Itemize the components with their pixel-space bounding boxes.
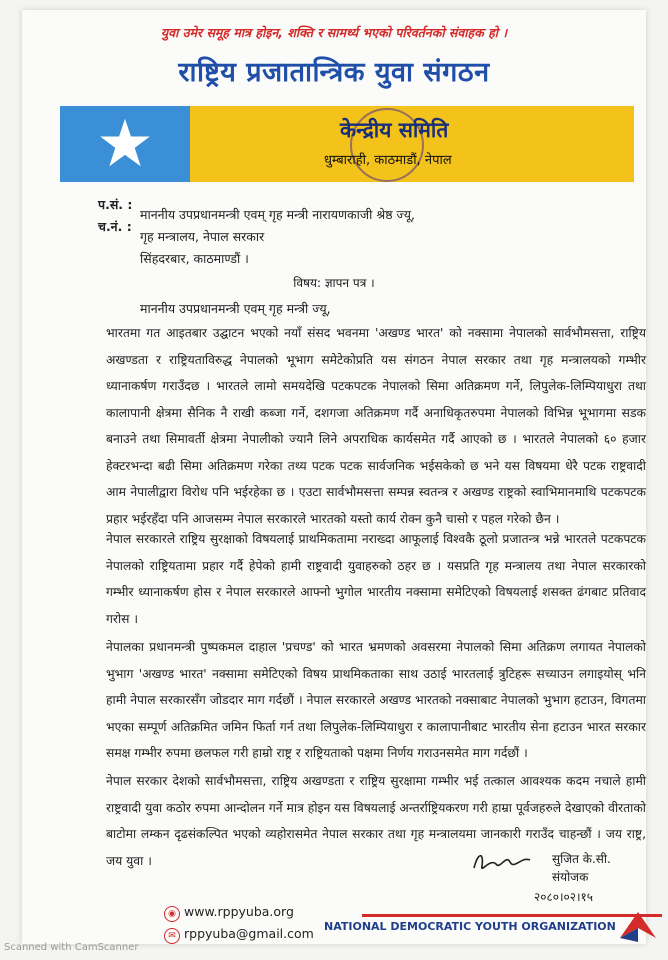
signature — [470, 848, 540, 876]
signer-title: संयोजक — [552, 870, 589, 884]
paragraph-2: नेपाल सरकारले राष्ट्रिय सुरक्षाको विषयलाई प्राथमिकतामा नराख्दा आफूलाई विश्वकै ठूलो प्रजातन्त्र भन्ने भारतले पटकपटक नेपालको राष्ट्रियतामा प्रहार गर्दै हेपेको हामी राष्ट्रवादी युवाहरुको ठहर छ । यसप्रति गृह मन्त्रालय तथा नेपाल सरकारको गम्भीर ध्यानाकर्षण होस र नेपाल सरकारले आफ्नो भुगोल भारतीय नक्सामा समेटिएको विषयलाई शसक्त ढंगबाट प्रतिवाद गरोस । — [106, 532, 646, 626]
banner-blue — [60, 106, 190, 182]
committee-title: केन्द्रीय समिति — [340, 118, 449, 142]
footer-email[interactable]: rppyuba@gmail.com — [184, 926, 314, 941]
signer-date: २०८०।०२।१५ — [534, 890, 594, 904]
subject: विषय: ज्ञापन पत्र । — [293, 276, 375, 290]
ref-ps: प.सं. : — [98, 197, 133, 212]
recipient-line1: माननीय उपप्रधानमन्त्री एवम् गृह मन्त्री नारायणकाजी श्रेष्ठ ज्यू, — [140, 207, 415, 222]
paragraph-4: नेपाल सरकार देशको सार्वभौमसत्ता, राष्ट्रिय अखण्डता र राष्ट्रिय सुरक्षामा गम्भीर भई तत्काल आवश्यक कदम नचाले हामी राष्ट्रवादी युवा कठोर रुपमा आन्दोलन गर्ने मात्र होइन यस विषयलाई अन्तर्राष्ट्रियकरण गरी हाम्रा पूर्वजहरुले देखाएको वीरताको बाटोमा लम्कन दृढसंकल्पित भएको व्यहोरासमेत नेपाल सरकार तथा गृह मन्त्रालयमा जानकारी गराउँद चाहन्छौं । जय राष्ट्र, जय युवा । — [106, 774, 646, 868]
footer-org-name: NATIONAL DEMOCRATIC YOUTH ORGANIZATION — [324, 920, 616, 933]
recipient-line2: गृह मन्त्रालय, नेपाल सरकार — [140, 229, 265, 244]
org-name: राष्ट्रिय प्रजातान्त्रिक युवा संगठन — [178, 57, 490, 88]
web-icon: ◉ — [164, 906, 180, 922]
recipient-line3: सिंहदरबार, काठमाण्डौं । — [140, 251, 249, 266]
paragraph-1: भारतमा गत आइतबार उद्घाटन भएको नयाँ संसद भवनमा 'अखण्ड भारत' को नक्सामा नेपालको सार्वभौमसत्ता, राष्ट्रिय अखण्डता र राष्ट्रियताविरुद्ध नेपालको भूभाग समेटेकोप्रति यस संगठन नेपाल सरकार तथा गृह मन्त्रालयको गम्भीर ध्यानाकर्षण गराउँदछ । भारतले लामो समयदेखि पटकपटक नेपालको सिमा अतिक्रमण गर्ने, लिपुलेक-लिम्पियाधुरा तथा कालापानी क्षेत्रमा सैनिक नै राखी कब्जा गर्ने, दशगजा अतिक्रमण गर्दै अनाधिकृतरुपमा नेपालको विभिन्न भूभागमा सडक बनाउने तथा सिमावर्ती क्षेत्रमा नेपालीको ज्यानै लिने अपराधिक कार्यसमेत गर्दै आएको छ । भारतले नेपालको ६० हजार हेक्टरभन्दा बढी सिमा अतिक्रमण गरेका तथ्य पटक पटक सार्वजनिक भईसकेको छ भने यस विषयमा धेरै पटक राष्ट्रवादी आम नेपालीद्वारा विरोध पनि भईरहेका छ । एउटा सार्वभौमसत्ता सम्पन्न स्वतन्त्र र अखण्ड राष्ट्रको स्वाभिमानमाथि पटकपटक प्रहार भईरहँदा पनि आजसम्म नेपाल सरकारले भारतको यस्तो कार्य रोक्न कुनै चासो र पहल गरेको छैन । — [106, 326, 646, 526]
banner-yellow — [190, 106, 634, 182]
mail-icon: ✉ — [164, 928, 180, 944]
committee-address: धुम्बाराही, काठमाडौं, नेपाल — [324, 153, 452, 168]
tagline: युवा उमेर समूह मात्र होइन, शक्ति र सामर्थ्य भएको परिवर्तनको संवाहक हो । — [160, 25, 508, 40]
scanner-watermark: Scanned with CamScanner — [4, 942, 139, 953]
star-icon — [98, 116, 152, 170]
footer-website[interactable]: www.rppyuba.org — [184, 904, 294, 919]
banner — [60, 106, 634, 182]
letterhead-page — [22, 10, 646, 944]
salutation: माननीय उपप्रधानमन्त्री एवम् गृह मन्त्री ज्यू, — [140, 301, 331, 316]
party-logo-icon — [614, 906, 662, 946]
signer-name: सुजित के.सी. — [552, 852, 611, 866]
ref-cn: च.नं. : — [98, 219, 132, 234]
paragraph-3: नेपालका प्रधानमन्त्री पुष्पकमल दाहाल 'प्रचण्ड' को भारत भ्रमणको अवसरमा नेपालको सिमा अतिक्रण लगायत नेपालको भुभाग 'अखण्ड भारत' नक्सामा समेटिएको विषय प्राथमिकताका साथ उठाई भारतलाई त्रुटिहरू सच्याउन लगाइयोस् भनि हामी नेपाल सरकारसँग जोडदार माग गर्दछौं । नेपाल सरकारले अखण्ड भारतको नक्साबाट नेपालको भुभाग हटाउन, विगतमा भएका सम्पूर्ण अतिक्रमित जमिन फिर्ता गर्न तथा लिपुलेक-लिम्पियाधुरा र कालापानीबाट भारतीय सेना हटाउन भारत सरकार समक्ष गम्भीर रुपमा छलफल गरी हाम्रो राष्ट्र र राष्ट्रियताको पक्षमा निर्णय गराउनसमेत माग गर्दछौं । — [106, 640, 646, 760]
